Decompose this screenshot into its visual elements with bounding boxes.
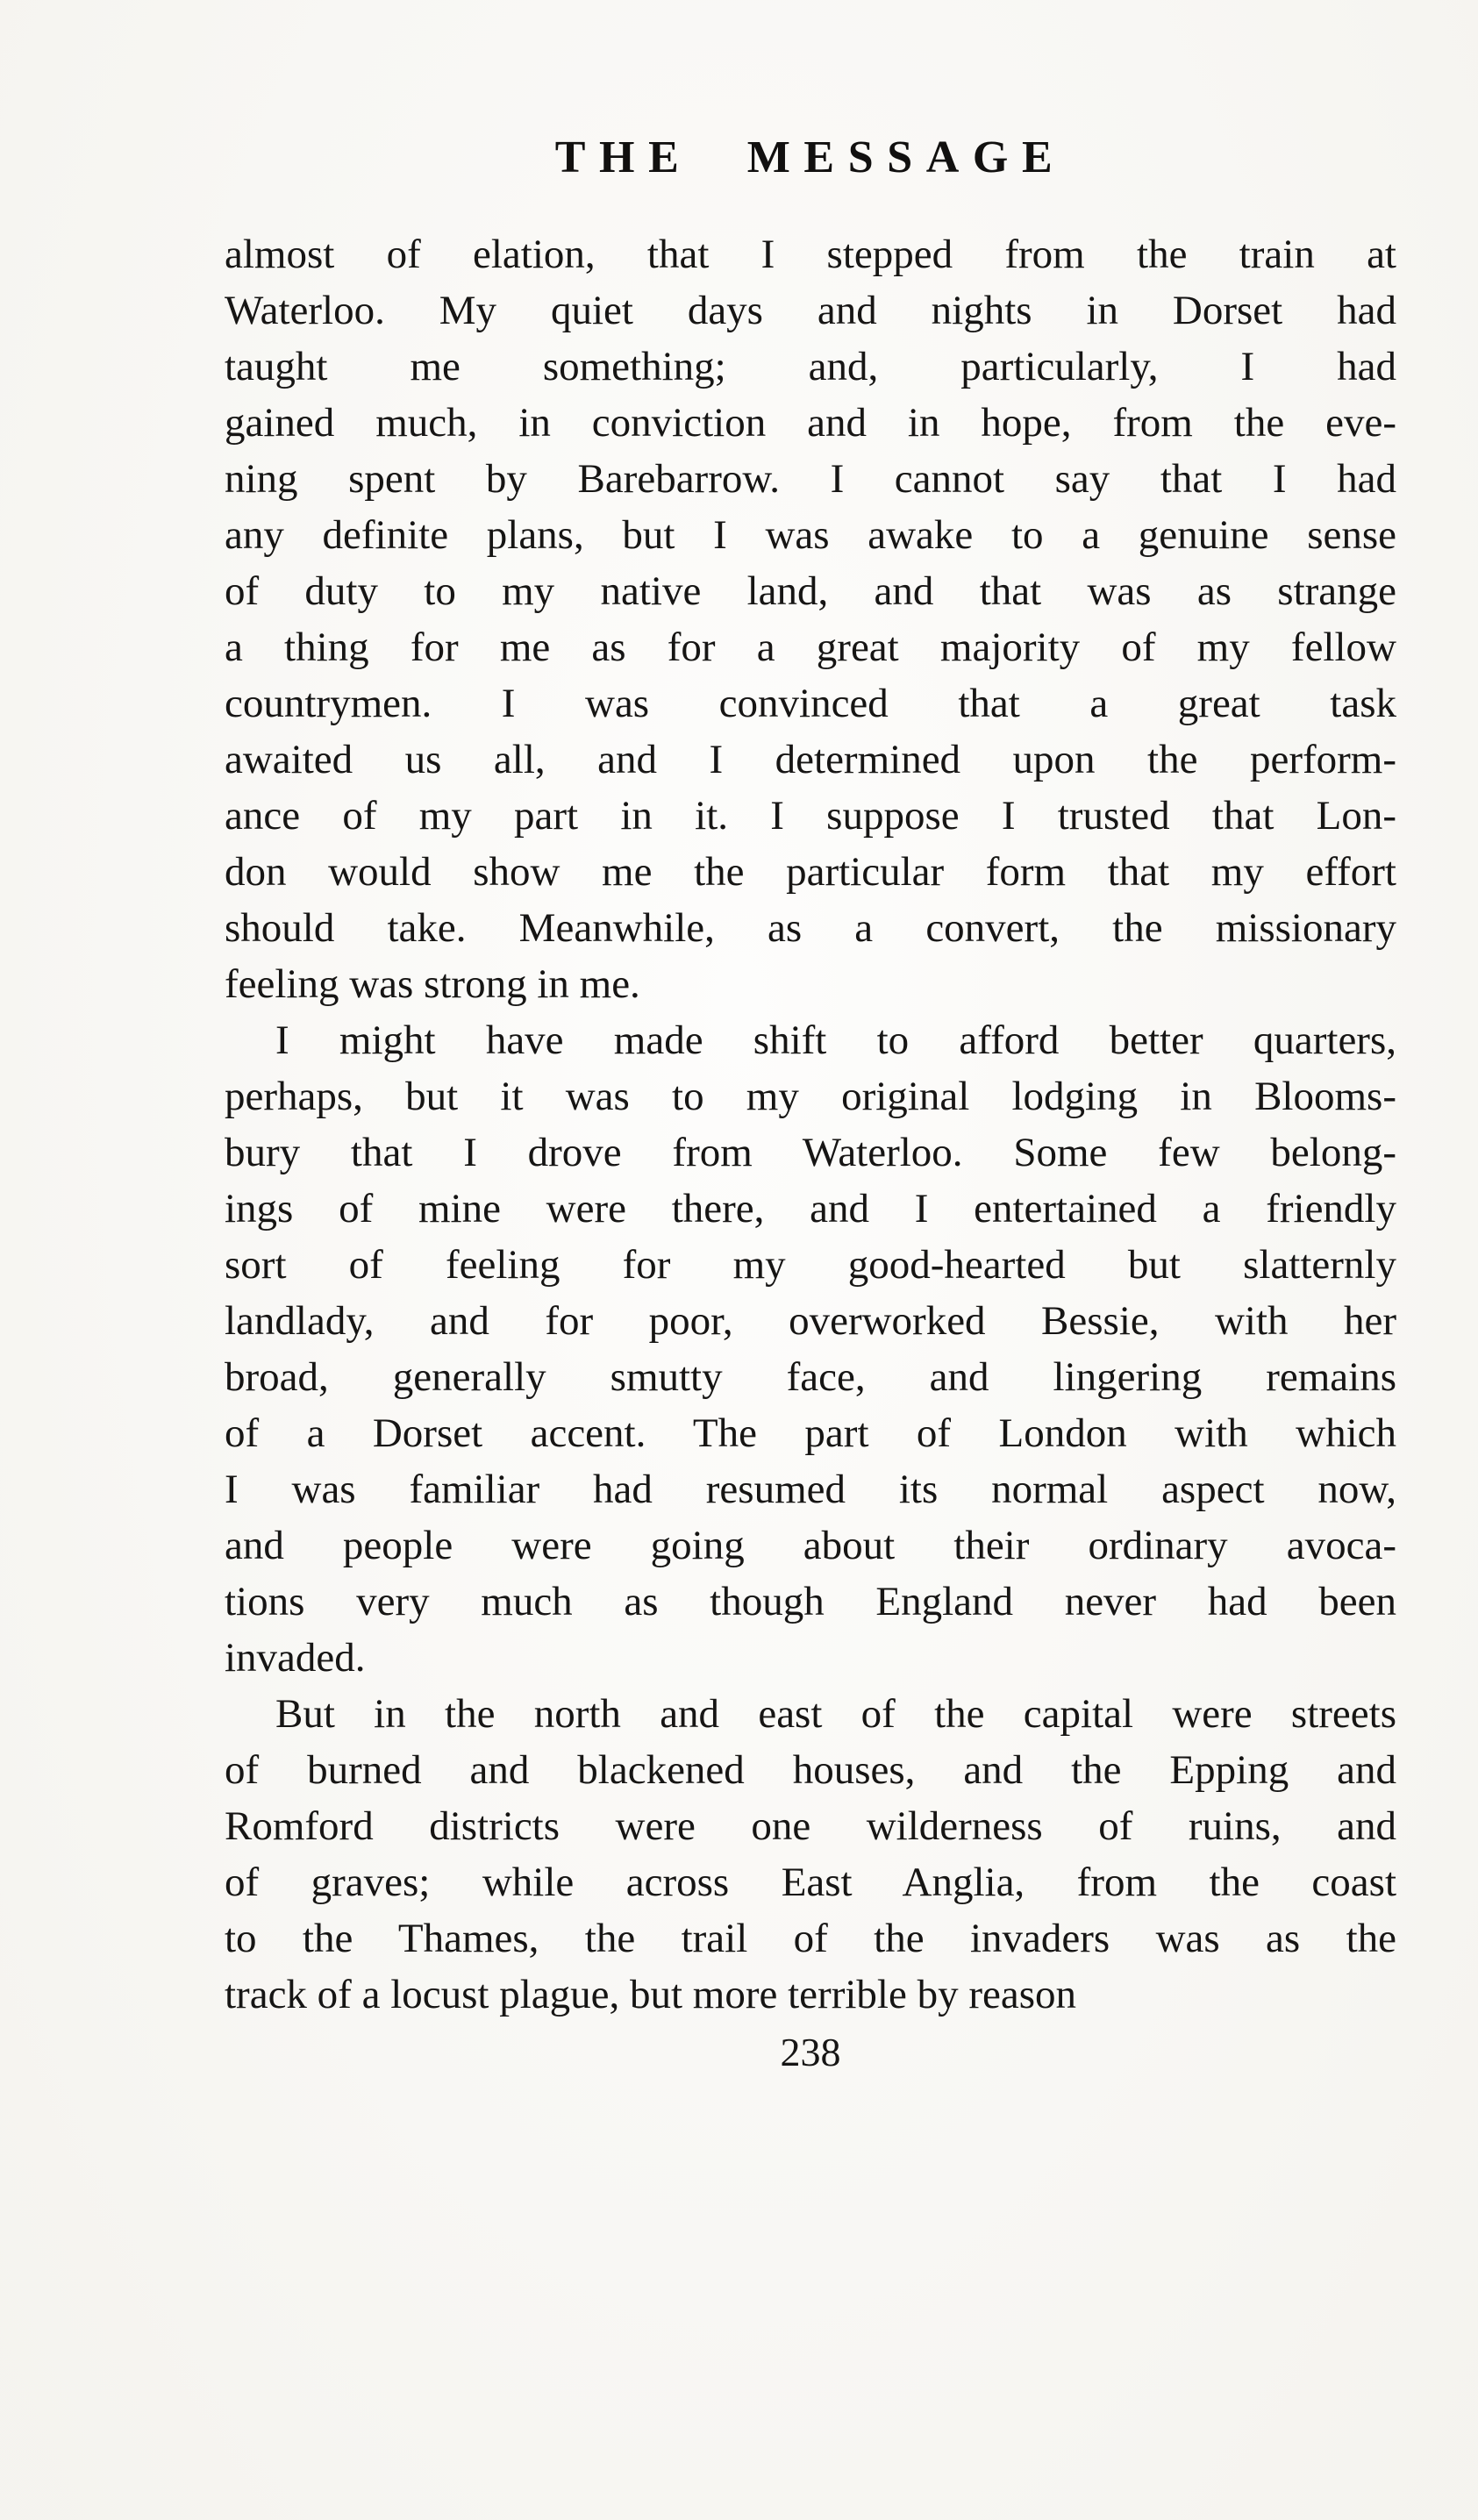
text-line: broad, generally smutty face, and lingering remains (225, 1354, 1396, 1400)
text-line: I was familiar had resumed its normal aspect now, (225, 1467, 1396, 1512)
text-line: should take. Meanwhile, as a convert, the missionary (225, 905, 1396, 951)
text-line: invaded. (225, 1635, 366, 1681)
text-line: landlady, and for poor, overworked Bessie, with her (225, 1298, 1396, 1344)
text-line: perhaps, but it was to my original lodging in Blooms- (225, 1074, 1396, 1119)
text-line: tions very much as though England never had been (225, 1579, 1396, 1624)
text-line: track of a locust plague, but more terrible by reason (225, 1972, 1076, 2017)
page-number: 238 (780, 2030, 841, 2074)
text-line: awaited us all, and I determined upon the perform- (225, 737, 1396, 782)
text-line: taught me something; and, particularly, I had (225, 344, 1396, 389)
text-line: any definite plans, but I was awake to a genuine sense (225, 512, 1396, 558)
paragraph (225, 1686, 1396, 2023)
text-line: gained much, in conviction and in hope, from the eve- (225, 400, 1396, 446)
text-line: to the Thames, the trail of the invaders was as the (225, 1916, 1396, 1961)
text-line: ance of my part in it. I suppose I trusted that Lon- (225, 793, 1396, 839)
text-line: of a Dorset accent. The part of London with which (225, 1410, 1396, 1456)
text-line: I might have made shift to afford better quarters, (275, 1017, 1396, 1063)
text-line: Romford districts were one wilderness of ruins, and (225, 1803, 1396, 1849)
running-header: THE MESSAGE (554, 132, 1067, 182)
text-line: don would show me the particular form that my effort (225, 849, 1396, 895)
text-line: ings of mine were there, and I entertained a friendly (225, 1186, 1396, 1231)
text-line: ning spent by Barebarrow. I cannot say that I had (225, 456, 1396, 502)
text-line: countrymen. I was convinced that a great task (225, 681, 1396, 726)
text-line: a thing for me as for a great majority of my fellow (225, 625, 1396, 670)
text-line: Waterloo. My quiet days and nights in Dorset had (225, 288, 1396, 333)
text-line: feeling was strong in me. (225, 961, 640, 1007)
page-body (225, 226, 1396, 2023)
paragraph (225, 226, 1396, 1012)
text-line: of burned and blackened houses, and the Epping and (225, 1747, 1396, 1793)
text-line: of graves; while across East Anglia, from the coast (225, 1860, 1396, 1905)
text-column (225, 132, 1396, 2081)
text-line: sort of feeling for my good-hearted but slatternly (225, 1242, 1396, 1288)
text-line: But in the north and east of the capital were streets (275, 1691, 1396, 1737)
text-line: and people were going about their ordinary avoca- (225, 1523, 1396, 1568)
paragraph (225, 1012, 1396, 1686)
text-line: bury that I drove from Waterloo. Some few belong- (225, 1130, 1396, 1175)
text-line: almost of elation, that I stepped from the train at (225, 232, 1396, 277)
text-line: of duty to my native land, and that was as strange (225, 568, 1396, 614)
